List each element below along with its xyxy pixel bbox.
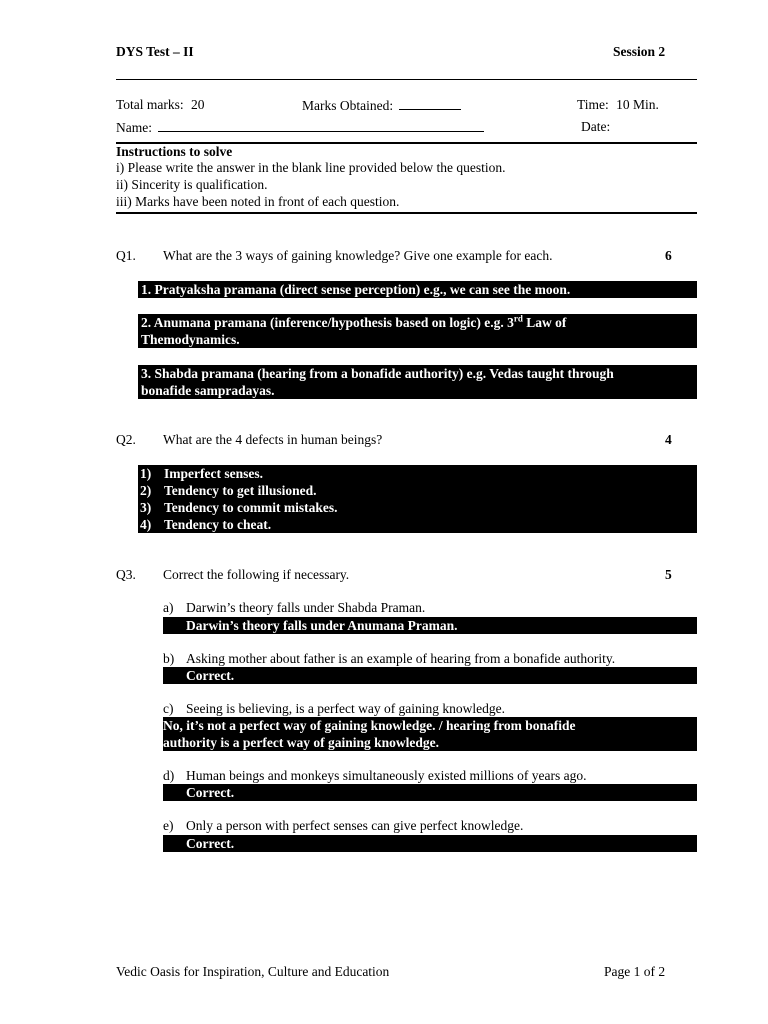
q3-item-a: a) Darwin’s theory falls under Shabda Praman. xyxy=(163,600,426,615)
q3-answer-a: Darwin’s theory falls under Anumana Praman. xyxy=(163,617,697,634)
q3-answer-e: Correct. xyxy=(163,835,697,852)
q1-answer-3: 3. Shabda pramana (hearing from a bonafide authority) e.g. Vedas taught through bonafide sampradayas. xyxy=(138,365,697,399)
instruction-item: ii) Sincerity is qualification. xyxy=(116,177,268,192)
q3-text: Correct the following if necessary. xyxy=(163,567,350,582)
total-marks-value: 20 xyxy=(191,97,205,112)
time-label: Time: xyxy=(577,97,609,112)
test-title: DYS Test – II xyxy=(116,44,194,59)
name-label: Name: xyxy=(116,120,152,135)
instruction-item: i) Please write the answer in the blank line provided below the question. xyxy=(116,160,506,175)
instructions-title: Instructions to solve xyxy=(116,144,233,159)
q1-answer-2: 2. Anumana pramana (inference/hypothesis based on logic) e.g. 3rd Law of Themodynamics. xyxy=(138,314,697,348)
q1-answer-1: 1. Pratyaksha pramana (direct sense perception) e.g., we can see the moon. xyxy=(138,281,697,298)
header-rule xyxy=(116,79,697,80)
date-label: Date: xyxy=(581,119,611,134)
total-marks xyxy=(116,97,205,113)
list-item: 2) Tendency to get illusioned. xyxy=(140,483,317,498)
name-row xyxy=(116,119,484,136)
session-label: Session 2 xyxy=(613,44,666,59)
q2-marks: 4 xyxy=(665,432,672,447)
marks-obtained-blank[interactable] xyxy=(399,97,461,110)
list-item: 1) Imperfect senses. xyxy=(140,466,263,481)
q2-text: What are the 4 defects in human beings? xyxy=(163,432,383,447)
q3-item-e: e) Only a person with perfect senses can give perfect knowledge. xyxy=(163,818,524,833)
list-item: 3) Tendency to commit mistakes. xyxy=(140,500,338,515)
q3-number: Q3. xyxy=(116,567,136,582)
marks-obtained-label: Marks Obtained: xyxy=(302,98,394,113)
q3-answer-c: No, it’s not a perfect way of gaining knowledge. / hearing from bonafide authority is a perfect way of gaining knowledge. xyxy=(163,717,697,751)
q3-item-d: d) Human beings and monkeys simultaneously existed millions of years ago. xyxy=(163,768,587,783)
q1-number: Q1. xyxy=(116,248,136,263)
q1-text: What are the 3 ways of gaining knowledge? Give one example for each. xyxy=(163,248,553,263)
instruction-item: iii) Marks have been noted in front of each question. xyxy=(116,194,400,209)
q2-answers xyxy=(138,465,697,533)
q3-item-b: b) Asking mother about father is an example of hearing from a bonafide authority. xyxy=(163,651,616,666)
instructions-rule xyxy=(116,212,697,214)
page-number: Page 1 of 2 xyxy=(604,964,666,979)
footer-org: Vedic Oasis for Inspiration, Culture and Education xyxy=(116,964,390,979)
total-marks-label: Total marks: xyxy=(116,97,184,112)
list-item: 4) Tendency to cheat. xyxy=(140,517,272,532)
marks-obtained xyxy=(302,97,461,114)
q3-answer-b: Correct. xyxy=(163,667,697,684)
q3-answer-d: Correct. xyxy=(163,784,697,801)
q3-marks: 5 xyxy=(665,567,672,582)
q1-marks: 6 xyxy=(665,248,672,263)
time-value: 10 Min. xyxy=(616,97,659,112)
time-info xyxy=(577,97,659,113)
name-blank[interactable] xyxy=(158,119,484,132)
q3-item-c: c) Seeing is believing, is a perfect way of gaining knowledge. xyxy=(163,701,506,716)
q2-number: Q2. xyxy=(116,432,136,447)
